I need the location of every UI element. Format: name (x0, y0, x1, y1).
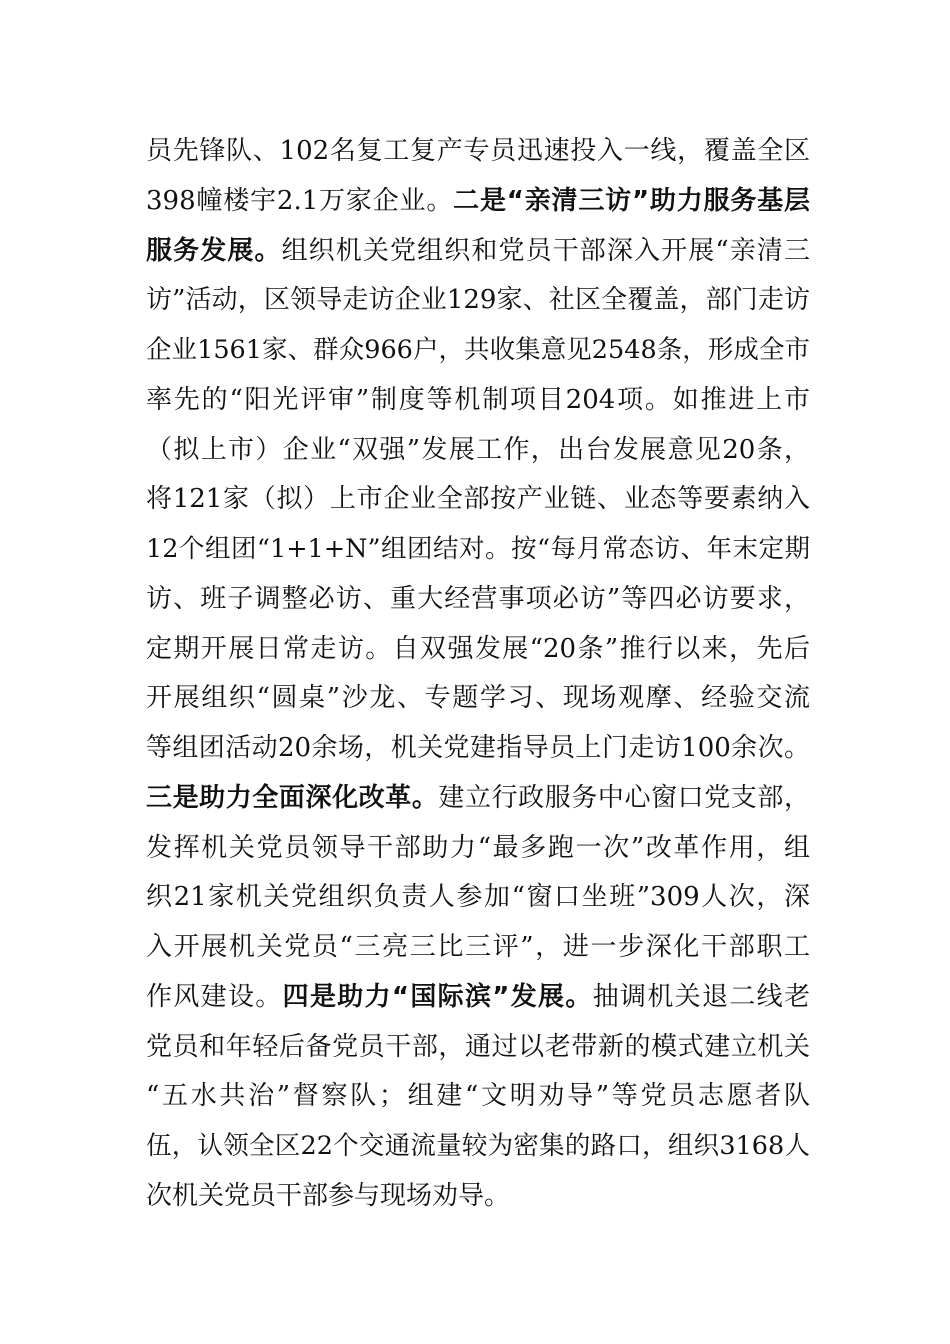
text-line (146, 1122, 810, 1172)
text-run: 作风建设。 (146, 981, 283, 1012)
text-line (146, 326, 810, 376)
text-line (146, 177, 810, 227)
text-line (146, 376, 810, 426)
text-run: 等组团活动20余场，机关党建指导员上门走访100余次。 (146, 733, 810, 763)
text-run: 访、班子调整必访、重大经营事项必访”等四必访要求， (146, 583, 810, 614)
text-run: 开展组织“圆桌”沙龙、专题学习、现场观摩、经验交流 (146, 683, 810, 714)
text-run: 12个组团“1+1+N”组团结对。按“每月常态访、年末定期 (146, 534, 810, 564)
text-line (146, 824, 810, 874)
text-line (146, 276, 810, 326)
bold-heading-run: 三是助力全面深化改革。 (146, 782, 439, 813)
text-run: 入开展机关党员“三亮三比三评”，进一步深化干部职工 (146, 932, 810, 962)
text-line (146, 973, 810, 1023)
bold-heading-run: 四是助力“国际滨”发展。 (282, 981, 593, 1012)
text-line (146, 426, 810, 476)
text-run: 织21家机关党组织负责人参加“窗口坐班”309人次，深 (146, 882, 810, 913)
text-run: 定期开展日常走访。自双强发展“20条”推行以来，先后 (146, 633, 810, 664)
text-run: （拟上市）企业“双强”发展工作，出台发展意见20条， (146, 434, 810, 465)
text-run: 398幢楼宇2.1万家企业。 (146, 185, 454, 216)
text-line (146, 227, 810, 277)
text-run: 企业1561家、群众966户，共收集意见2548条，形成全市 (146, 335, 810, 365)
text-run: 访”活动，区领导走访企业129家、社区全覆盖，部门走访 (146, 285, 810, 316)
text-line (146, 724, 810, 774)
text-run: 组织机关党组织和党员干部深入开展“亲清三 (281, 235, 810, 266)
text-line (146, 525, 810, 575)
document-body (146, 127, 810, 1222)
text-line (146, 625, 810, 675)
text-run: “五水共治”督察队；组建“文明劝导”等党员志愿者队 (146, 1081, 810, 1112)
text-line (146, 923, 810, 973)
text-line (146, 575, 810, 625)
text-run: 率先的“阳光评审”制度等机制项目204项。如推进上市 (146, 384, 810, 415)
text-line (146, 475, 810, 525)
text-run: 伍，认领全区22个交通流量较为密集的路口，组织3168人 (146, 1131, 810, 1161)
text-line (146, 1023, 810, 1073)
bold-heading-run: 二是“亲清三访”助力服务基层 (453, 185, 810, 216)
text-run: 建立行政服务中心窗口党支部， (438, 782, 810, 813)
text-run: 党员和年轻后备党员干部，通过以老带新的模式建立机关 (146, 1031, 810, 1062)
text-run: 员先锋队、102名复工复产专员迅速投入一线，覆盖全区 (146, 136, 810, 166)
text-line (146, 674, 810, 724)
text-line (146, 1172, 810, 1222)
text-run: 将121家（拟）上市企业全部按产业链、业态等要素纳入 (146, 484, 810, 515)
text-run: 次机关党员干部参与现场劝导。 (146, 1180, 511, 1211)
text-run: 抽调机关退二线老 (592, 981, 810, 1012)
bold-heading-run: 服务发展。 (146, 235, 282, 266)
text-line (146, 774, 810, 824)
text-line (146, 873, 810, 923)
text-line (146, 1072, 810, 1122)
text-run: 发挥机关党员领导干部助力“最多跑一次”改革作用，组 (146, 832, 810, 863)
text-line (146, 127, 810, 177)
